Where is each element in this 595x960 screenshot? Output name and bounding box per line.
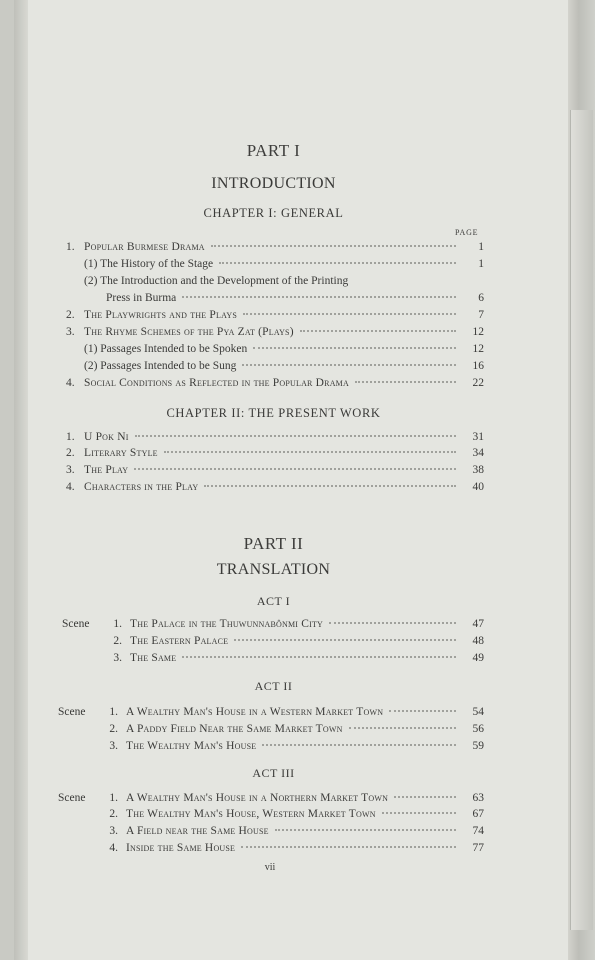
scene-page: 67 [472, 808, 484, 820]
entry-title: Social Conditions as Reflected in the Popular Drama [84, 377, 349, 389]
scene-number: 1. [113, 618, 122, 630]
part-2-title: PART II [243, 534, 304, 553]
entry-page: 16 [472, 360, 484, 372]
part-2-heading: TRANSLATION [216, 561, 331, 578]
entry-title: The Play [84, 464, 129, 476]
entry-number: 1. [66, 431, 75, 443]
scene-label: Scene [62, 618, 90, 630]
scene-number: 3. [113, 652, 122, 664]
entry-title: Popular Burmese Drama [84, 241, 205, 253]
dot-leader [329, 612, 456, 624]
dot-leader [182, 646, 456, 658]
chapter-1-title: CHAPTER I: GENERAL [203, 206, 344, 220]
dot-leader [253, 337, 456, 349]
scene-page: 77 [472, 842, 484, 854]
dot-leader [182, 286, 456, 298]
dot-leader [394, 786, 456, 798]
entry-number: 3. [66, 464, 75, 476]
dot-leader [204, 475, 456, 487]
chapter-2-title: CHAPTER II: THE PRESENT WORK [166, 406, 381, 420]
dot-leader [219, 252, 456, 264]
scene-title: The Palace in the Thuwunnabônmi City [130, 618, 324, 630]
entry-title: (1) The History of the Stage [84, 258, 214, 270]
dot-leader [134, 458, 456, 470]
entry-title: (1) Passages Intended to be Spoken [84, 343, 248, 355]
dot-leader [262, 734, 456, 746]
scene-number: 2. [109, 808, 118, 820]
dot-leader [241, 836, 456, 848]
scene-number: 3. [109, 825, 118, 837]
scene-title: A Wealthy Man's House in a Western Market Town [126, 706, 384, 718]
scene-page: 59 [472, 740, 484, 752]
entry-page: 38 [472, 464, 484, 476]
page-folio: vii [264, 862, 276, 873]
scene-number: 2. [113, 635, 122, 647]
dot-leader [382, 802, 456, 814]
dot-leader [300, 320, 456, 332]
entry-title: (2) The Introduction and the Development of the Printing [84, 275, 349, 287]
dot-leader [349, 717, 456, 729]
entry-page: 34 [472, 447, 484, 459]
toc-entry [84, 255, 484, 271]
act-3-title: ACT III [252, 766, 295, 780]
part-1-title: PART I [246, 141, 301, 160]
scene-page: 47 [472, 618, 484, 630]
act-2-title: ACT II [254, 679, 293, 693]
page-column-header: PAGE [455, 228, 479, 237]
scene-title: The Wealthy Man's House, Western Market Town [126, 808, 376, 820]
entry-number: 2. [66, 447, 75, 459]
dot-leader [242, 354, 456, 366]
entry-title: The Rhyme Schemes of the Pya Zat (Plays) [84, 326, 294, 338]
dot-leader [243, 303, 456, 315]
dot-leader [211, 235, 456, 247]
entry-number: 3. [66, 326, 75, 338]
entry-page: 7 [478, 309, 484, 321]
scene-page: 48 [472, 635, 484, 647]
entry-title: U Pok Ni [84, 431, 129, 443]
scene-entry [94, 737, 484, 753]
entry-page: 1 [478, 258, 484, 270]
dot-leader [355, 371, 456, 383]
act-1-title: ACT I [256, 594, 291, 608]
scene-title: The Eastern Palace [130, 635, 229, 647]
scene-page: 63 [472, 792, 484, 804]
scene-number: 4. [109, 842, 118, 854]
entry-number: 4. [66, 377, 75, 389]
dot-leader [275, 819, 456, 831]
scene-number: 3. [109, 740, 118, 752]
scene-page: 56 [472, 723, 484, 735]
scene-entry [98, 649, 484, 665]
toc-entry [66, 478, 484, 494]
scene-number: 2. [109, 723, 118, 735]
entry-number: 2. [66, 309, 75, 321]
scene-label: Scene [58, 792, 86, 804]
scene-title: The Wealthy Man's House [126, 740, 257, 752]
dot-leader [389, 700, 456, 712]
entry-page: 12 [472, 343, 484, 355]
entry-title: Characters in the Play [84, 481, 199, 493]
entry-page: 22 [472, 377, 484, 389]
entry-number: 4. [66, 481, 75, 493]
entry-title: (2) Passages Intended to be Sung [84, 360, 237, 372]
entry-title: The Playwrights and the Plays [84, 309, 237, 321]
entry-number: 1. [66, 241, 75, 253]
scene-title: The Same [130, 652, 177, 664]
scene-entry [94, 839, 484, 855]
entry-title: Literary Style [84, 447, 158, 459]
scene-page: 49 [472, 652, 484, 664]
scene-page: 54 [472, 706, 484, 718]
entry-page: 31 [472, 431, 484, 443]
scene-title: Inside the Same House [126, 842, 236, 854]
scene-number: 1. [109, 706, 118, 718]
scene-title: A Field near the Same House [126, 825, 269, 837]
entry-page: 6 [478, 292, 484, 304]
entry-page: 40 [472, 481, 484, 493]
entry-title: Press in Burma [106, 292, 177, 304]
scene-page: 74 [472, 825, 484, 837]
scene-label: Scene [58, 706, 86, 718]
part-1-heading: INTRODUCTION [211, 175, 336, 192]
scene-title: A Paddy Field Near the Same Market Town [126, 723, 343, 735]
scene-number: 1. [109, 792, 118, 804]
entry-page: 12 [472, 326, 484, 338]
scene-title: A Wealthy Man's House in a Northern Market Town [126, 792, 389, 804]
dot-leader [234, 629, 456, 641]
toc-entry [66, 374, 484, 390]
dot-leader [164, 441, 456, 453]
dot-leader [135, 425, 456, 437]
entry-page: 1 [478, 241, 484, 253]
